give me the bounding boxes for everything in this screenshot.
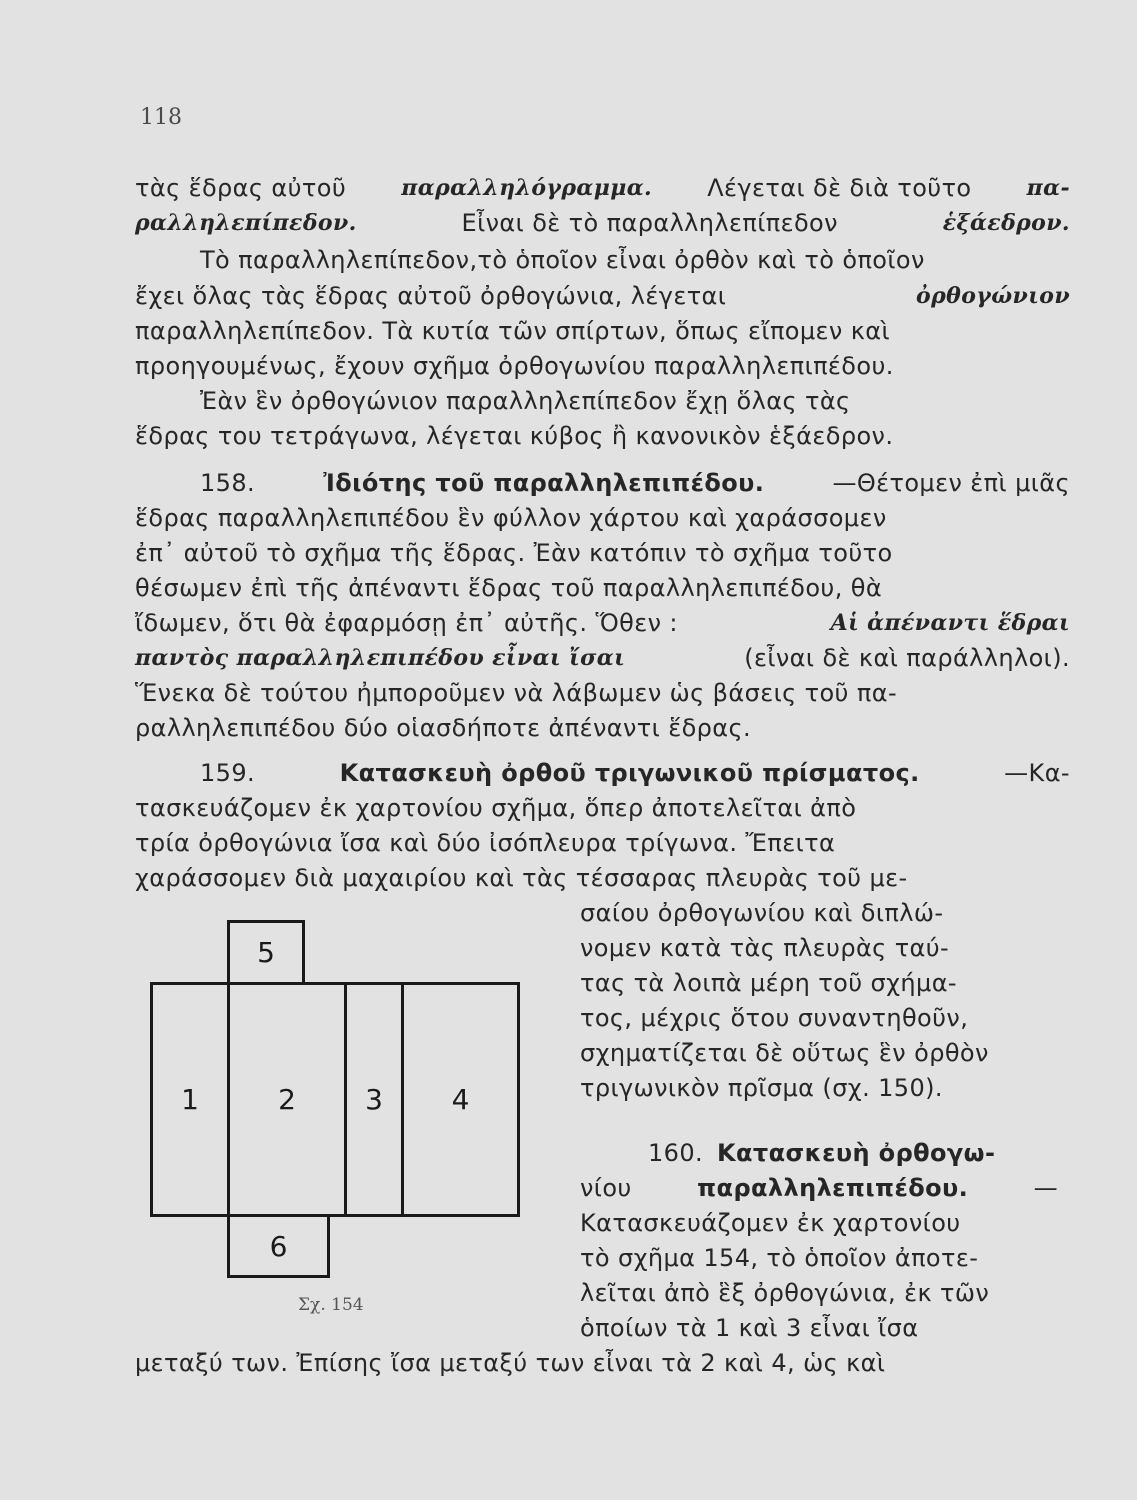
text: λεῖται ἀπὸ ἓξ ὀρθογώνια, ἐκ τῶν <box>580 1279 990 1307</box>
text-line <box>135 825 1070 861</box>
emphasis: ἑξάεδρον. <box>942 210 1070 236</box>
text: νίου <box>580 1174 632 1202</box>
text-line <box>135 383 1070 419</box>
section-number: 160. <box>648 1139 704 1167</box>
section-title: Ἰδιότης τοῦ παραλληλεπιπέδου. <box>323 469 765 497</box>
face-6: 6 <box>227 1214 330 1278</box>
text: σχηματίζεται δὲ οὕτως ἓν ὀρθὸν <box>580 1039 989 1067</box>
emphasis: Αἱ ἀπέναντι ἕδραι <box>830 610 1070 636</box>
text: τὸ σχῆμα 154, τὸ ὁποῖον ἀποτε- <box>580 1244 979 1272</box>
section-title: Κατασκευὴ ὀρθοῦ τριγωνικοῦ πρίσματος. <box>339 759 920 787</box>
text: τος, μέχρις ὅτου συναντηθοῦν, <box>580 1004 969 1032</box>
text-line <box>580 1275 1058 1311</box>
text-line <box>580 1310 1058 1346</box>
text: —Θέτομεν ἐπὶ μιᾶς <box>832 469 1070 497</box>
face-1: 1 <box>150 982 230 1217</box>
emphasis: ὀρθογώνιον <box>916 283 1070 309</box>
emphasis: παντὸς παραλληλεπιπέδου εἶναι ἴσαι <box>135 645 626 671</box>
face-4: 4 <box>401 982 520 1217</box>
text-line <box>135 710 1070 746</box>
text: Εἶναι δὲ τὸ παραλληλεπίπεδον <box>461 209 838 237</box>
emphasis: ραλληλεπίπεδον. <box>135 210 357 236</box>
text-line <box>135 242 1070 278</box>
net-diagram <box>150 920 525 1280</box>
text-line <box>135 278 1070 314</box>
section-title: Κατασκευὴ ὀρθογω- <box>717 1139 996 1167</box>
figure-caption: Σχ. 154 <box>298 1295 364 1315</box>
text-line <box>135 418 1070 454</box>
section-number: 159. <box>200 759 256 787</box>
text-line <box>135 1345 1070 1381</box>
text-line <box>135 170 1070 206</box>
section-158-heading <box>135 465 1070 501</box>
text: παραλληλεπίπεδον. Τὰ κυτία τῶν σπίρτων, ὅπως εἴπομεν καὶ <box>135 317 891 345</box>
text: ἕδρας παραλληλεπιπέδου ἓν φύλλον χάρτου καὶ χαράσσομεν <box>135 504 887 532</box>
text-line <box>135 675 1070 711</box>
text-line <box>580 895 1058 931</box>
text: —Κα- <box>1004 759 1070 787</box>
section-159-heading <box>135 755 1070 791</box>
text: Ἕνεκα δὲ τούτου ἠμποροῦμεν νὰ λάβωμεν ὡς βάσεις τοῦ πα- <box>135 679 898 707</box>
text: προηγουμένως, ἔχουν σχῆμα ὀρθογωνίου παραλληλεπιπέδου. <box>135 352 894 380</box>
text-line <box>135 860 1070 896</box>
text: Ἐὰν ἓν ὀρθογώνιον παραλληλεπίπεδον ἔχῃ ὅλας τὰς <box>200 387 851 415</box>
text-line <box>135 500 1070 536</box>
emphasis: παραλληλόγραμμα. <box>401 175 653 201</box>
text-line <box>580 1035 1058 1071</box>
section-160-heading <box>580 1135 1058 1171</box>
text-line <box>580 1000 1058 1036</box>
emphasis: πα- <box>1026 175 1070 201</box>
section-number: 158. <box>200 469 256 497</box>
text: χαράσσομεν διὰ μαχαιρίου καὶ τὰς τέσσαρας πλευρὰς τοῦ με- <box>135 864 908 892</box>
text-line <box>135 205 1070 241</box>
face-2: 2 <box>227 982 347 1217</box>
face-5: 5 <box>227 920 305 985</box>
text: τασκευάζομεν ἐκ χαρτονίου σχῆμα, ὅπερ ἀποτελεῖται ἀπὸ <box>135 794 857 822</box>
text-line <box>580 965 1058 1001</box>
text-line <box>135 570 1070 606</box>
text: μεταξύ των. Ἐπίσης ἴσα μεταξύ των εἶναι τὰ 2 καὶ 4, ὡς καὶ <box>135 1349 886 1377</box>
text: τρία ὀρθογώνια ἴσα καὶ δύο ἰσόπλευρα τρίγωνα. Ἔπειτα <box>135 829 836 857</box>
text: ἕδρας του τετράγωνα, λέγεται κύβος ἢ κανονικὸν ἑξάεδρον. <box>135 422 894 450</box>
text-line <box>135 313 1070 349</box>
text-line <box>135 348 1070 384</box>
page-number: 118 <box>140 105 182 130</box>
section-title: παραλληλεπιπέδου. <box>697 1174 969 1202</box>
text: — <box>1033 1174 1058 1202</box>
text: ὁποίων τὰ 1 καὶ 3 εἶναι ἴσα <box>580 1314 919 1342</box>
text-line <box>580 1170 1058 1206</box>
text: τὰς ἕδρας αὐτοῦ <box>135 174 347 202</box>
text: ἴδωμεν, ὅτι θὰ ἐφαρμόσῃ ἐπ᾽ αὐτῆς. Ὅθεν : <box>135 609 678 637</box>
text: τριγωνικὸν πρῖσμα (σχ. 150). <box>580 1074 943 1102</box>
text: νομεν κατὰ τὰς πλευρὰς ταύ- <box>580 934 950 962</box>
text-line <box>135 790 1070 826</box>
text-line <box>580 1205 1058 1241</box>
text-line <box>135 535 1070 571</box>
text: ραλληλεπιπέδου δύο οἱασδήποτε ἀπέναντι ἕδρας. <box>135 714 752 742</box>
text: σαίου ὀρθογωνίου καὶ διπλώ- <box>580 899 944 927</box>
text-line <box>580 930 1058 966</box>
text-line <box>580 1070 1058 1106</box>
text: Κατασκευάζομεν ἐκ χαρτονίου <box>580 1209 961 1237</box>
text: θέσωμεν ἐπὶ τῆς ἀπέναντι ἕδρας τοῦ παραλληλεπιπέδου, θὰ <box>135 574 883 602</box>
text-line <box>135 605 1070 641</box>
text: Λέγεται δὲ διὰ τοῦτο <box>707 174 972 202</box>
text: τας τὰ λοιπὰ μέρη τοῦ σχήμα- <box>580 969 957 997</box>
text-line <box>135 640 1070 676</box>
text: (εἶναι δὲ καὶ παράλληλοι). <box>744 644 1070 672</box>
text: ἔχει ὅλας τὰς ἕδρας αὐτοῦ ὀρθογώνια, λέγεται <box>135 282 727 310</box>
text: Τὸ παραλληλεπίπεδον,τὸ ὁποῖον εἶναι ὀρθὸν καὶ τὸ ὁποῖον <box>200 246 925 274</box>
face-3: 3 <box>344 982 404 1217</box>
text: ἐπ᾽ αὐτοῦ τὸ σχῆμα τῆς ἕδρας. Ἐὰν κατόπιν τὸ σχῆμα τοῦτο <box>135 539 893 567</box>
text-line <box>580 1240 1058 1276</box>
